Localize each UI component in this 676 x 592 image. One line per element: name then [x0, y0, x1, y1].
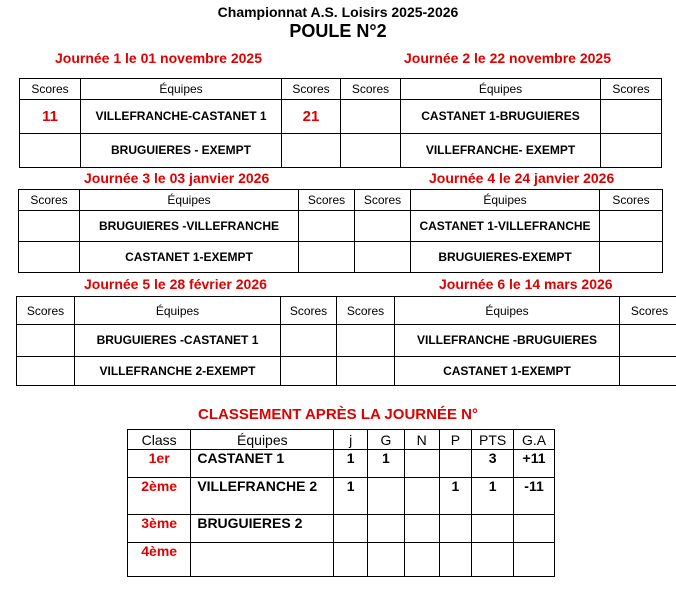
journee-6-title: Journée 6 le 14 mars 2026: [439, 276, 613, 292]
scores-header: Scores: [337, 297, 395, 325]
team-cell: [191, 543, 334, 577]
col-header-p: P: [439, 430, 472, 450]
rank-cell: 4ème: [128, 543, 191, 577]
pool-title: POULE N°2: [289, 21, 387, 41]
score-left: [341, 134, 401, 168]
match-teams: BRUGUIERES - EXEMPT: [81, 134, 282, 168]
score-right: [282, 134, 341, 168]
n-cell: [404, 543, 439, 577]
table-row: [128, 450, 555, 478]
score-right: 21: [282, 100, 341, 134]
matches-table-j1-j2: [19, 78, 662, 168]
score-left: [355, 211, 411, 242]
score-right: [600, 211, 663, 242]
col-header-g: G: [368, 430, 405, 450]
score-right: [281, 357, 337, 386]
match-teams: VILLEFRANCHE- EXEMPT: [401, 134, 601, 168]
championship-title: Championnat A.S. Loisirs 2025-2026: [217, 4, 459, 20]
pts-cell: 3: [472, 450, 514, 478]
score-right: [600, 242, 663, 273]
ga-cell: -11: [514, 478, 555, 515]
score-left: [20, 134, 81, 168]
scores-header: Scores: [20, 79, 81, 100]
match-teams: BRUGUIERES -CASTANET 1: [75, 325, 281, 357]
journee-2-title: Journée 2 le 22 novembre 2025: [404, 50, 611, 66]
score-right: [620, 357, 676, 386]
score-right: [281, 325, 337, 357]
team-cell: CASTANET 1: [191, 450, 334, 478]
p-cell: [439, 515, 472, 543]
match-teams: CASTANET 1-EXEMPT: [80, 242, 299, 273]
p-cell: 1: [439, 478, 472, 515]
score-left: [17, 357, 75, 386]
n-cell: [404, 450, 439, 478]
score-left: [19, 242, 80, 273]
j-cell: [334, 543, 368, 577]
journee-5-title: Journée 5 le 28 février 2026: [84, 276, 267, 292]
col-header-j: j: [334, 430, 368, 450]
match-teams: CASTANET 1-EXEMPT: [395, 357, 620, 386]
score-right: [601, 134, 662, 168]
scores-header: Scores: [620, 297, 676, 325]
journee-3-title: Journée 3 le 03 janvier 2026: [84, 170, 270, 186]
team-cell: VILLEFRANCHE 2: [191, 478, 334, 515]
g-cell: [368, 515, 405, 543]
equipes-header: Équipes: [81, 79, 282, 100]
ga-cell: [514, 515, 555, 543]
team-cell: BRUGUIERES 2: [191, 515, 334, 543]
score-left: [17, 325, 75, 357]
pts-cell: [472, 543, 514, 577]
scores-header: Scores: [281, 297, 337, 325]
score-right: [299, 242, 355, 273]
journee-4-title: Journée 4 le 24 janvier 2026: [429, 170, 615, 186]
score-left: [337, 325, 395, 357]
j-cell: 1: [334, 450, 368, 478]
match-teams: CASTANET 1-VILLEFRANCHE: [411, 211, 600, 242]
score-left: 11: [20, 100, 81, 134]
j-cell: 1: [334, 478, 368, 515]
rank-cell: 3ème: [128, 515, 191, 543]
score-left: [19, 211, 80, 242]
table-row: [128, 478, 555, 515]
score-right: [601, 100, 662, 134]
g-cell: [368, 478, 405, 515]
n-cell: [404, 515, 439, 543]
match-teams: CASTANET 1-BRUGUIERES: [401, 100, 601, 134]
col-header-equipes: Équipes: [191, 430, 334, 450]
rank-cell: 1er: [128, 450, 191, 478]
equipes-header: Équipes: [411, 190, 600, 211]
equipes-header: Équipes: [75, 297, 281, 325]
table-row: [128, 543, 555, 577]
match-teams: VILLEFRANCHE-CASTANET 1: [81, 100, 282, 134]
score-right: [299, 211, 355, 242]
score-right: [620, 325, 676, 357]
scores-header: Scores: [282, 79, 341, 100]
rank-cell: 2ème: [128, 478, 191, 515]
scores-header: Scores: [355, 190, 411, 211]
n-cell: [404, 478, 439, 515]
standings-table: [127, 429, 555, 577]
col-header-n: N: [404, 430, 439, 450]
match-teams: BRUGUIERES -VILLEFRANCHE: [80, 211, 299, 242]
col-header-pts: PTS: [472, 430, 514, 450]
standings-title: CLASSEMENT APRÈS LA JOURNÉE N°: [198, 406, 478, 423]
scores-header: Scores: [17, 297, 75, 325]
scores-header: Scores: [600, 190, 663, 211]
match-teams: VILLEFRANCHE 2-EXEMPT: [75, 357, 281, 386]
j-cell: [334, 515, 368, 543]
matches-table-j3-j4: [18, 189, 663, 273]
pts-cell: 1: [472, 478, 514, 515]
scores-header: Scores: [341, 79, 401, 100]
p-cell: [439, 450, 472, 478]
equipes-header: Équipes: [395, 297, 620, 325]
equipes-header: Équipes: [401, 79, 601, 100]
col-header-class: Class: [128, 430, 191, 450]
scores-header: Scores: [19, 190, 80, 211]
equipes-header: Équipes: [80, 190, 299, 211]
ga-cell: [514, 543, 555, 577]
p-cell: [439, 543, 472, 577]
matches-table-j5-j6: [16, 296, 676, 386]
score-left: [337, 357, 395, 386]
pts-cell: [472, 515, 514, 543]
match-teams: VILLEFRANCHE -BRUGUIERES: [395, 325, 620, 357]
ga-cell: +11: [514, 450, 555, 478]
g-cell: 1: [368, 450, 405, 478]
match-teams: BRUGUIERES-EXEMPT: [411, 242, 600, 273]
table-row: [128, 515, 555, 543]
col-header-ga: G.A: [514, 430, 555, 450]
scores-header: Scores: [299, 190, 355, 211]
journee-1-title: Journée 1 le 01 novembre 2025: [55, 50, 262, 66]
score-left: [341, 100, 401, 134]
score-left: [355, 242, 411, 273]
scores-header: Scores: [601, 79, 662, 100]
g-cell: [368, 543, 405, 577]
